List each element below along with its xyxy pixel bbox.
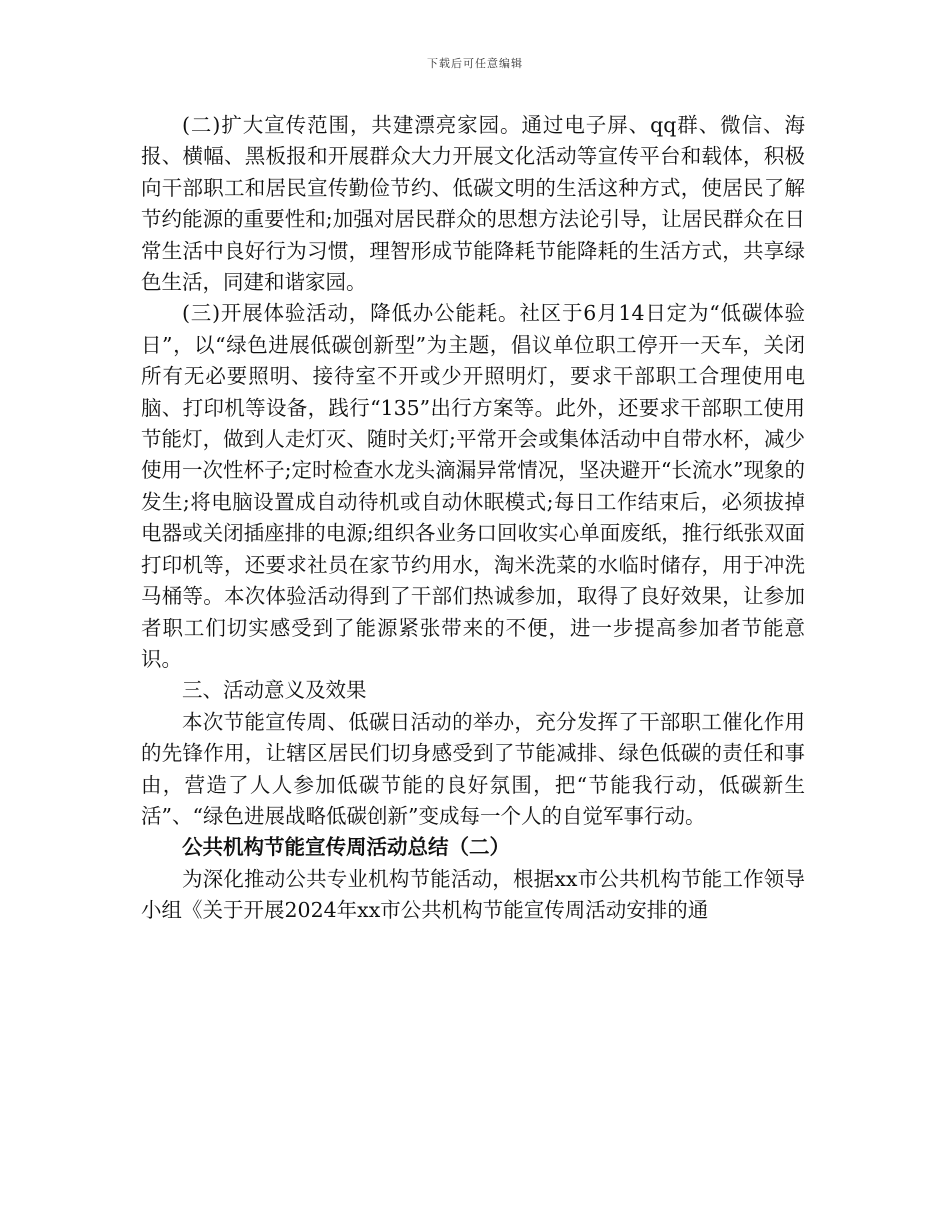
paragraph-experience-activity: (三)开展体验活动，降低办公能耗。社区于6月14日定为“低碳体验日”，以“绿色进展低碳创新型”为主题，倡议单位职工停开一天车，关闭所有无必要照明、接待室不开或少开照明灯，要求干部职工合理使用电脑、打印机等设备，践行“135”出行方案等。此外，还要求干部职工使用节能灯，做到人走灯灭、随时关灯;平常开会或集体活动中自带水杯，减少使用一次性杯子;定时检查水龙头滴漏异常情况，坚决避开“长流水”现象的发生;将电脑设置成自动待机或自动休眠模式;每日工作结束后，必须拔掉电器或关闭插座排的电源;组织各业务口回收实心单面废纸，推行纸张双面打印机等，还要求社员在家节约用水，淘米洗菜的水临时储存，用于冲洗马桶等。本次体验活动得到了干部们热诚参加，取得了良好效果，让参加者职工们切实感受到了能源紧张带来的不便，进一步提高参加者节能意识。 (141, 301, 805, 671)
paragraph-expand-publicity: (二)扩大宣传范围，共建漂亮家园。通过电子屏、qq群、微信、海报、横幅、黑板报和开展群众大力开展文化活动等宣传平台和载体，积极向干部职工和居民宣传勤俭节约、低碳文明的生活这种方式，使居民了解节约能源的重要性和;加强对居民群众的思想方法论引导，让居民群众在日常生活中良好行为习惯，理智形成节能降耗节能降耗的生活方式，共享绿色生活，同建和谐家园。 (141, 113, 805, 295)
section-heading-significance: 三、活动意义及效果 (182, 678, 367, 703)
paragraph-significance: 本次节能宣传周、低碳日活动的举办，充分发挥了干部职工催化作用的先锋作用，让辖区居民们切身感受到了节能减排、绿色低碳的责任和事由，营造了人人参加低碳节能的良好氛围，把“节能我行动，低碳新生活”、“绿色进展战略低碳创新”变成每一个人的自觉军事行动。 (141, 709, 805, 828)
paragraph-introduction: 为深化推动公共专业机构节能活动，根据xx市公共机构节能工作领导小组《关于开展2024年xx市公共机构节能宣传周活动安排的通 (141, 866, 805, 923)
document-body (141, 110, 805, 927)
document-subtitle: 公共机构节能宣传周活动总结（二） (182, 835, 510, 860)
header-note: 下载后可任意编辑 (427, 57, 523, 70)
